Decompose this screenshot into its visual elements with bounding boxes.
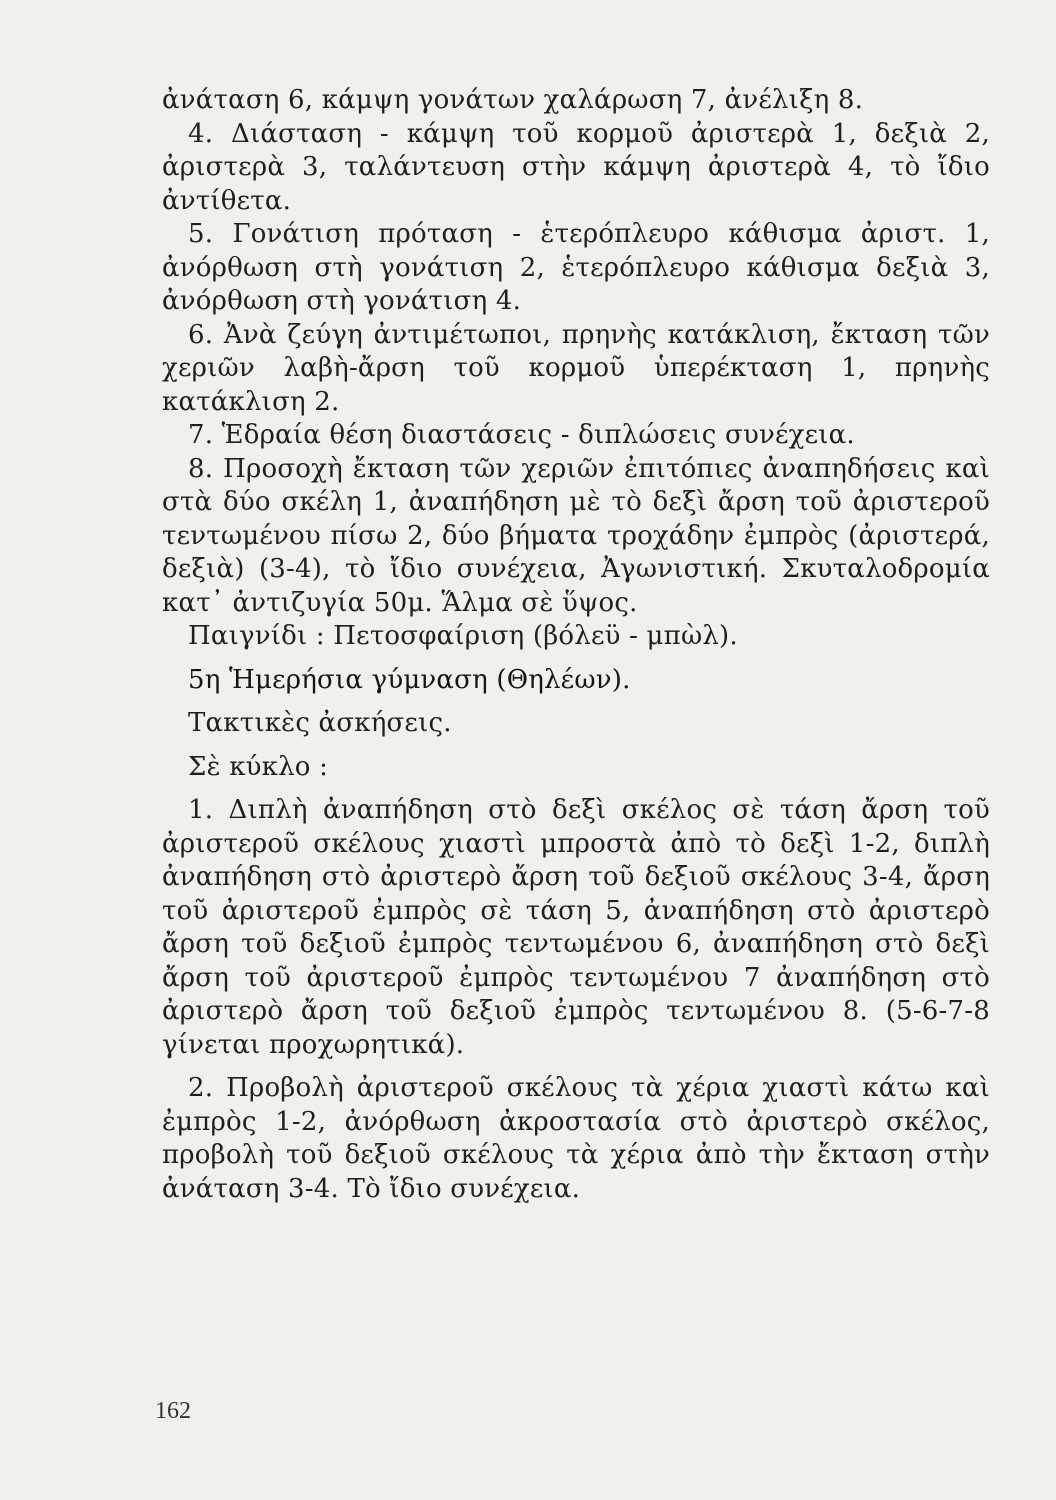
exercise-4: 4. Διάσταση - κάμψη τοῦ κορμοῦ ἀριστερὰ 1, δεξιὰ 2, ἀριστερὰ 3, ταλάντευση στὴν κάμψη ἀριστερὰ 4, τὸ ἴδιο ἀντίθετα. [162,118,990,216]
spacer [162,741,990,751]
spacer [162,697,990,707]
spacer [162,784,990,794]
circle-exercise-1: 1. Διπλὴ ἀναπήδηση στὸ δεξὶ σκέλος σὲ τάση ἄρση τοῦ ἀριστεροῦ σκέλους χιαστὶ μπροστὰ ἀπὸ τὸ δεξὶ 1-2, διπλὴ ἀναπήδηση στὸ ἀριστερὸ ἄρση τοῦ δεξιοῦ σκέλους 3-4, ἄρση τοῦ ἀριστεροῦ ἐμπρὸς σὲ τάση 5, ἀναπήδηση στὸ ἀριστερὸ ἄρση τοῦ δεξιοῦ ἐμπρὸς τεντωμένου 6, ἀναπήδηση στὸ δεξὶ ἄρση τοῦ ἀριστεροῦ ἐμπρὸς τεντωμένου 7 ἀναπήδηση στὸ ἀριστερὸ ἄρση τοῦ δεξιοῦ ἐμπρὸς τεντωμένου 8. (5-6-7-8 γίνεται προχωρητικά). [162,795,990,1060]
game-line: Παιγνίδι : Πετοσφαίριση (βόλεϋ - μπὼλ). [188,621,738,651]
exercise-5: 5. Γονάτιση πρόταση - ἑτερόπλευρο κάθισμα ἀριστ. 1, ἀνόρθωση στὴ γονάτιση 2, ἑτερόπλευρο κάθισμα δεξιὰ 3, ἀνόρθωση στὴ γονάτιση 4. [162,219,990,316]
circle-label: Σὲ κύκλο : [188,751,329,782]
section-heading: 5η Ἡμερήσια γύμναση (Θηλέων). [188,664,631,695]
exercise-6: 6. Ἀνὰ ζεύγη ἀντιμέτωποι, πρηνὴς κατάκλιση, ἔκταση τῶν χεριῶν λαβὴ-ἄρση τοῦ κορμοῦ ὑπερέκταση 1, πρηνὴς κατάκλιση 2. [162,319,990,417]
spacer [162,1062,990,1072]
exercise-8: 8. Προσοχὴ ἔκταση τῶν χεριῶν ἐπιτόπιες ἀναπηδήσεις καὶ στὰ δύο σκέλη 1, ἀναπήδηση μὲ τὸ δεξὶ ἄρση τοῦ ἀριστεροῦ τεντωμένου πίσω 2, δύο βήματα τροχάδην ἐμπρὸς (ἀριστερά, δεξιὰ) (3-4), τὸ ἴδιο συνέχεια, Ἀγωνιστική. Σκυταλοδρομία κατ᾽ ἀντιζυγία 50μ. Ἅλμα σὲ ὕψος. [162,453,990,618]
page-number: 162 [155,1398,191,1424]
spacer [162,654,990,664]
circle-exercise-2: 2. Προβολὴ ἀριστεροῦ σκέλους τὰ χέρια χιαστὶ κάτω καὶ ἐμπρὸς 1-2, ἀνόρθωση ἀκροστασία στὸ ἀριστερὸ σκέλος, προβολὴ τοῦ δεξιοῦ σκέλους τὰ χέρια ἀπὸ τὴν ἔκταση στὴν ἀνάταση 3-4. Τὸ ἴδιο συνέχεια. [162,1073,990,1204]
subsection-heading: Τακτικὲς ἀσκήσεις. [188,708,452,738]
exercise-7: 7. Ἑδραία θέση διαστάσεις - διπλώσεις συνέχεια. [188,420,855,450]
paragraph-continuation: ἀνάταση 6, κάμψη γονάτων χαλάρωση 7, ἀνέλιξη 8. [162,85,864,115]
page-body [162,84,990,1206]
